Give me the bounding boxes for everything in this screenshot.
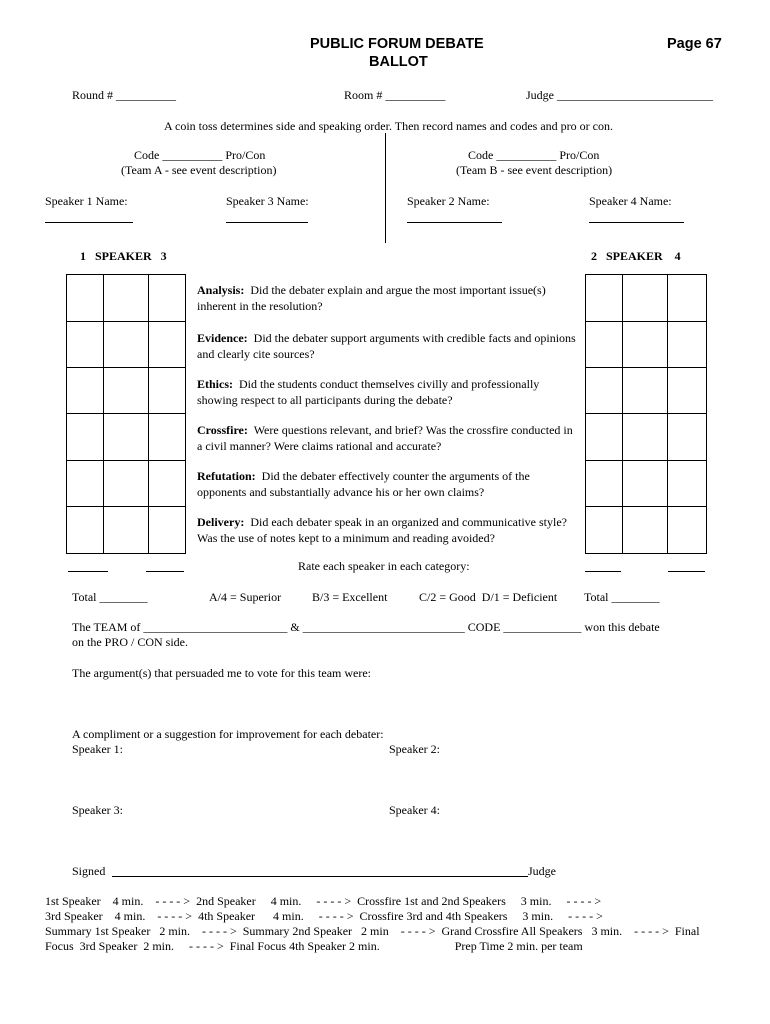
- rate-instruction: Rate each speaker in each category:: [298, 559, 470, 573]
- signature-line[interactable]: [112, 876, 528, 877]
- speaker-1-name-line[interactable]: [45, 222, 133, 223]
- feedback-speaker-4[interactable]: Speaker 4:: [389, 803, 440, 817]
- speaker-1-name-label: Speaker 1 Name:: [45, 194, 128, 208]
- feedback-speaker-3[interactable]: Speaker 3:: [72, 803, 123, 817]
- speaker-2-subtotal-line[interactable]: [585, 571, 621, 572]
- grid-row-divider: [67, 321, 185, 322]
- schedule-line: 3rd Speaker 4 min. - - - - > 4th Speaker 4 min. - - - - > Crossfire 3rd and 4th Speakers 3 min. - - - - >: [45, 909, 603, 923]
- grid-row-divider: [67, 367, 185, 368]
- judge-label: Judge: [528, 864, 556, 878]
- speaker-1-subtotal-line[interactable]: [68, 571, 108, 572]
- grid-col-divider: [622, 275, 623, 553]
- speaker-3-name-label: Speaker 3 Name:: [226, 194, 309, 208]
- grid-col-divider: [148, 275, 149, 553]
- right-score-grid: [585, 274, 707, 554]
- speaker-2-name-line[interactable]: [407, 222, 502, 223]
- team-a-desc: (Team A - see event description): [121, 163, 277, 177]
- judge-field[interactable]: Judge __________________________: [526, 88, 713, 102]
- schedule-line: Summary 1st Speaker 2 min. - - - - > Summary 2nd Speaker 2 min - - - - > Grand Crossfire All Speakers 3 min. - - - - > Final: [45, 924, 700, 938]
- speaker-4-name-line[interactable]: [589, 222, 684, 223]
- page-number: Page 67: [667, 36, 722, 52]
- criterion-ethics: [197, 376, 577, 408]
- coin-toss-note: A coin toss determines side and speaking order. Then record names and codes and pro or con.: [164, 119, 613, 133]
- total-right-field[interactable]: Total ________: [584, 590, 660, 604]
- grid-row-divider: [586, 413, 706, 414]
- signed-label: Signed: [72, 864, 106, 878]
- scale-c-d: C/2 = Good D/1 = Deficient: [419, 590, 558, 604]
- criterion-analysis: [197, 282, 577, 314]
- criterion-crossfire: [197, 422, 577, 454]
- speaker-3-name-line[interactable]: [226, 222, 308, 223]
- room-field[interactable]: Room # __________: [344, 88, 446, 102]
- speaker-4-subtotal-line[interactable]: [668, 571, 705, 572]
- grid-row-divider: [586, 321, 706, 322]
- criterion-delivery: [197, 514, 577, 546]
- schedule-line: Focus 3rd Speaker 2 min. - - - - > Final Focus 4th Speaker 2 min. Prep Time 2 min. per team: [45, 939, 583, 953]
- feedback-speaker-2[interactable]: Speaker 2:: [389, 742, 440, 756]
- center-divider: [385, 133, 386, 243]
- criterion-title: Ethics:: [197, 377, 233, 391]
- title-line1: PUBLIC FORUM DEBATE: [310, 36, 484, 52]
- criterion-title: Refutation:: [197, 469, 256, 483]
- title-line2: BALLOT: [369, 54, 428, 70]
- criterion-text: Were questions relevant, and brief? Was the crossfire conducted in a civil manner? Were claims rational and accurate?: [197, 423, 573, 453]
- criterion-text: Did the debater support arguments with credible facts and opinions and clearly cite sources?: [197, 331, 576, 361]
- scale-b: B/3 = Excellent: [312, 590, 388, 604]
- team-b-desc: (Team B - see event description): [456, 163, 613, 177]
- criterion-evidence: [197, 330, 577, 362]
- criterion-text: Did the debater explain and argue the most important issue(s) inherent in the resolution?: [197, 283, 546, 313]
- grid-col-divider: [103, 275, 104, 553]
- speaker-2-name-label: Speaker 2 Name:: [407, 194, 490, 208]
- criterion-text: Did the debater effectively counter the arguments of the opponents and substantially advance his or her own claims?: [197, 469, 530, 499]
- scale-a: A/4 = Superior: [209, 590, 282, 604]
- criterion-title: Crossfire:: [197, 423, 248, 437]
- total-left-field[interactable]: Total ________: [72, 590, 148, 604]
- criterion-title: Evidence:: [197, 331, 248, 345]
- grid-row-divider: [67, 506, 185, 507]
- round-field[interactable]: Round # __________: [72, 88, 177, 102]
- schedule-line: 1st Speaker 4 min. - - - - > 2nd Speaker 4 min. - - - - > Crossfire 1st and 2nd Speakers 3 min. - - - - >: [45, 894, 602, 908]
- criterion-refutation: [197, 468, 577, 500]
- criterion-text: Did each debater speak in an organized and communicative style? Was the use of notes kept to a minimum and reading avoided?: [197, 515, 567, 545]
- grid-col-divider: [667, 275, 668, 553]
- left-speaker-header: 1 SPEAKER 3: [80, 249, 167, 263]
- team-decision-line[interactable]: The TEAM of ________________________ & ___________________________ CODE _____________ won this debate: [72, 620, 660, 634]
- speaker-4-name-label: Speaker 4 Name:: [589, 194, 672, 208]
- team-decision-side: on the PRO / CON side.: [72, 635, 189, 649]
- grid-row-divider: [67, 413, 185, 414]
- criterion-text: Did the students conduct themselves civilly and professionally showing respect to all participants during the debate?: [197, 377, 540, 407]
- right-speaker-header: 2 SPEAKER 4: [591, 249, 681, 263]
- grid-row-divider: [586, 460, 706, 461]
- grid-row-divider: [67, 460, 185, 461]
- criterion-title: Analysis:: [197, 283, 245, 297]
- criterion-title: Delivery:: [197, 515, 245, 529]
- compliment-prompt: A compliment or a suggestion for improvement for each debater:: [72, 727, 384, 741]
- team-a-code[interactable]: Code __________ Pro/Con: [134, 148, 266, 162]
- team-b-code[interactable]: Code __________ Pro/Con: [468, 148, 600, 162]
- grid-row-divider: [586, 367, 706, 368]
- persuaded-prompt: The argument(s) that persuaded me to vote for this team were:: [72, 666, 372, 680]
- grid-row-divider: [586, 506, 706, 507]
- feedback-speaker-1[interactable]: Speaker 1:: [72, 742, 123, 756]
- left-score-grid: [66, 274, 186, 554]
- speaker-3-subtotal-line[interactable]: [146, 571, 184, 572]
